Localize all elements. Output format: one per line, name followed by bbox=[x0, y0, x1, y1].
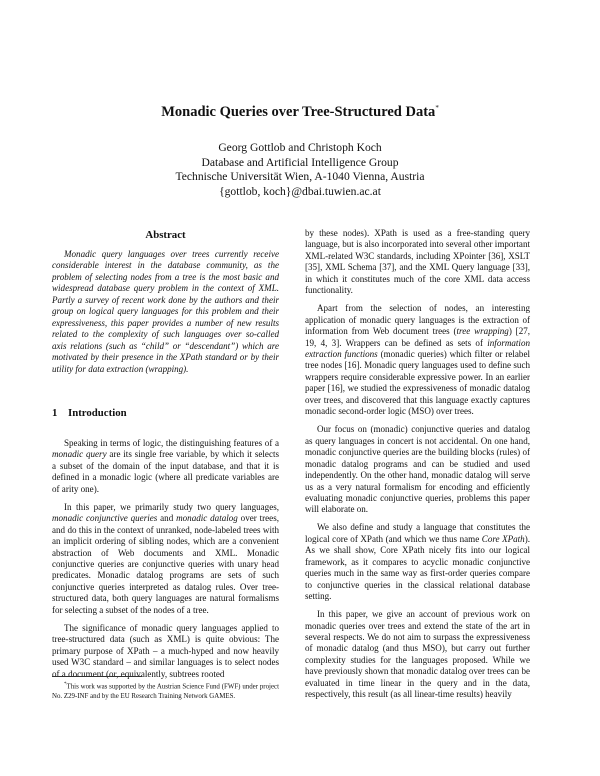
section-title: Introduction bbox=[68, 407, 127, 419]
text-run: Apart from the selection of nodes, an interesting application of monadic query languages is the extraction of information from Web document trees ( bbox=[305, 303, 530, 337]
title-text: Monadic Queries over Tree-Structured Data bbox=[161, 104, 436, 120]
author-institution: Technische Universität Wien, A-1040 Vienna, Austria bbox=[175, 170, 425, 184]
title-footnote-mark: * bbox=[435, 104, 439, 113]
text-run: ). As we shall show, Core XPath nicely fits into our logical framework, as it compares to acyclic monadic conjunctive queries much in the same way as first-order queries compare to conjunctive queries in the classical relational database setting. bbox=[305, 533, 530, 602]
paragraph: by these nodes). XPath is used as a free-standing query language, but is also incorporated into several other important XML-related W3C standards, including XPointer [36], XSLT [35], XML Schema [37], and the XML Query language [33], in which it constitutes much of the core XML data access functionality. bbox=[305, 228, 530, 296]
author-block bbox=[0, 141, 600, 199]
paragraph bbox=[305, 303, 530, 418]
paper-title bbox=[0, 104, 600, 121]
emphasis: Core XPath bbox=[481, 533, 525, 544]
abstract-heading: Abstract bbox=[145, 229, 186, 241]
paragraph: Our focus on (monadic) conjunctive queries and datalog as query languages in concert is not accidental. On one hand, monadic conjunctive queries are the building blocks (rules) of monadic datalog programs and can be studied and used independently. On the other hand, monadic datalog will serve us as a very natural formalism for encoding and efficiently evaluating monadic conjunctive queries, problems this paper will elaborate on. bbox=[305, 424, 530, 515]
text-run: and bbox=[157, 513, 177, 524]
paragraph bbox=[305, 522, 530, 602]
emphasis: tree wrapping bbox=[456, 326, 509, 337]
paragraph bbox=[52, 438, 279, 495]
right-column-body bbox=[305, 228, 530, 707]
text-run: ) [27, 19, 4, 3]. Wrappers can be defined as sets of bbox=[305, 326, 530, 348]
text-run: Speaking in terms of logic, the distinguishing features of a bbox=[64, 438, 279, 448]
left-column-body bbox=[52, 438, 279, 687]
section-number: 1 bbox=[52, 407, 58, 419]
author-names: Georg Gottlob and Christoph Koch bbox=[218, 141, 382, 154]
author-email: {gottlob, koch}@dbai.tuwien.ac.at bbox=[219, 184, 381, 198]
text-run: are its single free variable, by which it selects a subset of the domain of the input database, and that it is defined in a monadic logic (where all predicate variables are of arity one). bbox=[52, 449, 279, 494]
text-run: over trees, and do this in the context of unranked, node-labeled trees with an implicit ordering of sibling nodes, which are a convenient abstraction of Web documents and XML. Monadic conjunctive queries are conjunctive queries with unary head predicates. Monadic datalog programs are sets of such conjunctive queries interpreted as datalog rules. Over tree-structured data, both query languages are natural formalisms for selecting a subset of the nodes of a tree. bbox=[52, 513, 279, 615]
author-group: Database and Artificial Intelligence Group bbox=[201, 155, 399, 169]
emphasis: monadic conjunctive queries bbox=[52, 513, 158, 524]
footnote-text: This work was supported by the Austrian Science Fund (FWF) under project No. Z29-INF and by the EU Research Training Network GAMES. bbox=[52, 683, 279, 700]
emphasis: monadic query bbox=[52, 449, 107, 460]
text-run: In this paper, we primarily study two query languages, bbox=[64, 501, 279, 512]
abstract-text: Monadic query languages over trees currently receive considerable interest in the database community, as the problem of selecting nodes from a tree is the most basic and widespread database query problem in the context of XML. Partly a survey of recent work done by the authors and their group on logical query languages for this problem and their expressiveness, this paper provides a number of new results related to the complexity of such languages over so-called axis relations (such as “child” or “descendant”) which are motivated by their presence in the XPath standard or by their utility for data extraction (wrapping). bbox=[52, 249, 279, 374]
paragraph: The significance of monadic query languages applied to tree-structured data (such as XML) is quite obvious: The primary purpose of XPath – a much-hyped and now heavily used W3C standard – and similar languages is to select nodes of a document (or, equivalently, subtrees rooted bbox=[52, 622, 279, 679]
footnote bbox=[52, 680, 279, 701]
text-run: (monadic queries) which filter or relabel tree nodes [16]. Monadic query languages used to define such wrappers require considerable expressive power. In an earlier paper [16], we studied the expressiveness of monadic datalog over trees, and discovered that this language exactly captures monadic second-order logic (MSO) over trees. bbox=[305, 349, 530, 417]
footnote-mark: * bbox=[64, 682, 67, 687]
paragraph bbox=[52, 502, 279, 617]
text-run: We also define and study a language that constitutes the logical core of XPath (and which we thus name bbox=[305, 522, 530, 544]
emphasis: monadic datalog bbox=[176, 513, 238, 524]
emphasis: information extraction functions bbox=[305, 337, 530, 360]
paragraph: In this paper, we give an account of previous work on monadic queries over trees and extend the state of the art in several respects. We do not aim to surpass the expressiveness of monadic datalog (and thus MSO), but carry out further complexity studies for the languages proposed. While we have previously shown that monadic datalog over trees can be evaluated in time linear in the query and in the data, respectively, this result (as all linear-time results) heavily bbox=[305, 609, 530, 700]
section-heading-introduction bbox=[52, 407, 127, 419]
footnote-rule bbox=[52, 676, 142, 677]
